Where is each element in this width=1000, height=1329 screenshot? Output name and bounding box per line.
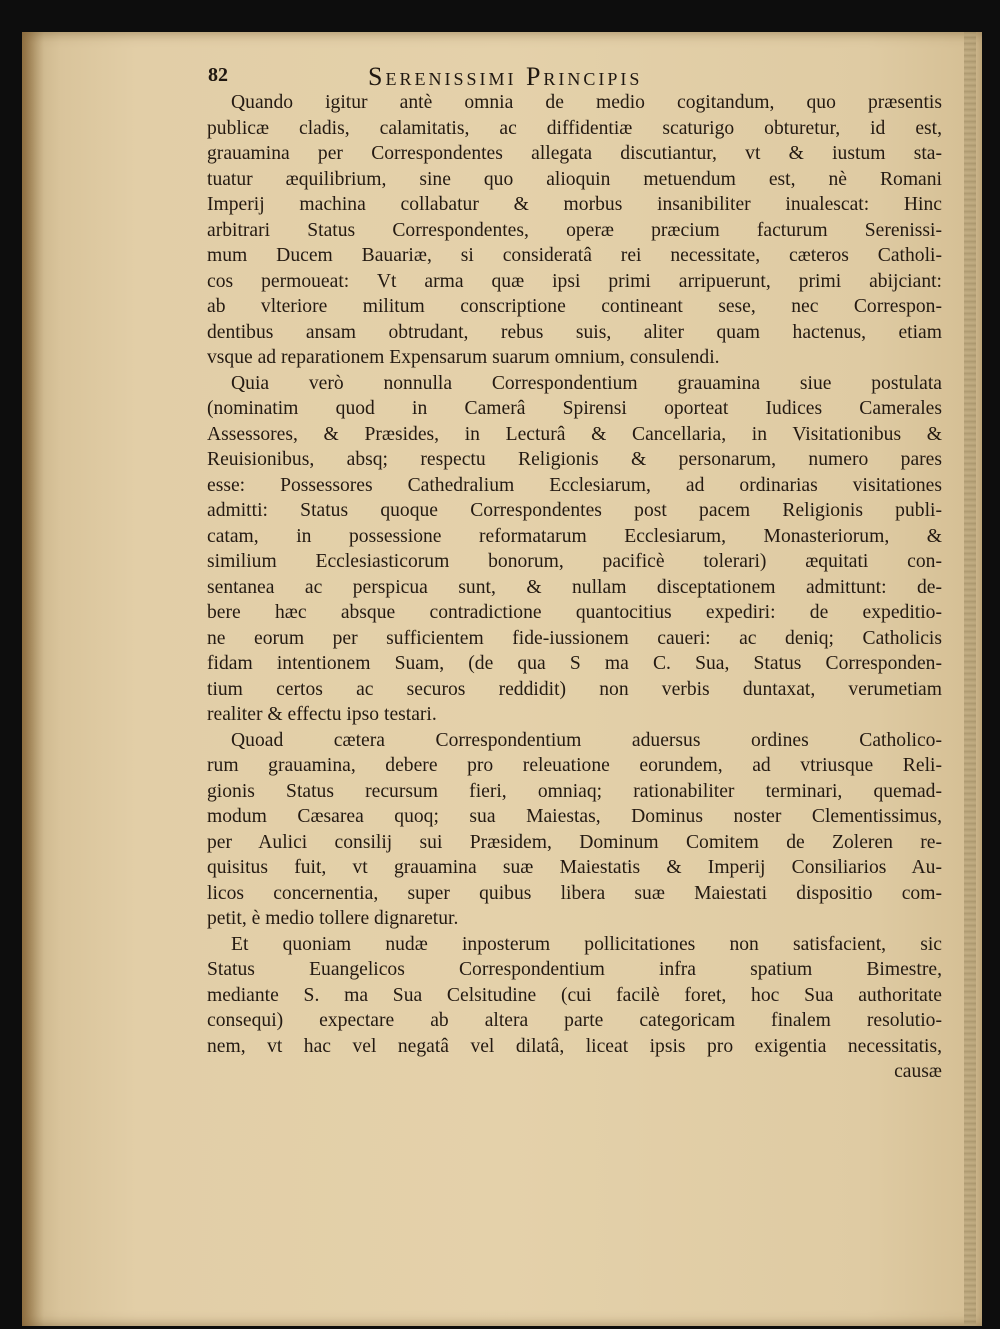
text-line: per Aulici consilij sui Præsidem, Dominum Comitem de Zoleren re- <box>207 831 942 853</box>
text-line: rum grauamina, debere pro releuatione eorundem, ad vtriusque Reli- <box>207 755 942 776</box>
text-line: licos concernentia, super quibus libera suæ Maiestati dispositio com- <box>207 882 942 904</box>
text-line: modum Cæsarea quoq; sua Maiestas, Dominus noster Clementissimus, <box>207 806 942 827</box>
running-title: Serenissimi Principis <box>368 62 643 91</box>
text-line: catam, in possessione reformatarum Ecclesiarum, Monasteriorum, & <box>207 525 942 547</box>
page-edge-binding <box>964 32 976 1326</box>
text-line: gionis Status recursum fieri, omniaq; rationabiliter terminari, quemad- <box>207 780 942 802</box>
text-line: petit, è medio tollere dignaretur. <box>207 908 459 929</box>
text-line: mum Ducem Bauariæ, si consideratâ rei necessitate, cæteros Catholi- <box>207 245 942 266</box>
text-line: (nominatim quod in Camerâ Spirensi oporteat Iudices Camerales <box>207 398 942 419</box>
text-line: cos permoueat: Vt arma quæ ipsi primi arripuerunt, primi abijciant: <box>207 270 942 292</box>
text-line: tuatur æquilibrium, sine quo alioquin metuendum est, nè Romani <box>207 168 942 190</box>
catchword: causæ <box>894 1061 942 1082</box>
paragraph <box>207 728 942 932</box>
book-page <box>22 32 982 1326</box>
text-line: vsque ad reparationem Expensarum suarum omnium, consulendi. <box>207 347 720 368</box>
text-block <box>207 90 942 1085</box>
text-line: fidam intentionem Suam, (de qua S ma C. Sua, Status Corresponden- <box>207 653 942 674</box>
text-line: consequi) expectare ab altera parte categoricam finalem resolutio- <box>207 1010 942 1031</box>
paragraph <box>207 932 942 1060</box>
text-line: esse: Possessores Cathedralium Ecclesiarum, ad ordinarias visitationes <box>207 474 942 496</box>
text-line: Quia verò nonnulla Correspondentium grauamina siue postulata <box>231 372 942 394</box>
text-line: sentanea ac perspicua sunt, & nullam disceptationem admittunt: de- <box>207 576 942 598</box>
text-line: bere hæc absque contradictione quantocitius expediri: de expeditio- <box>207 602 942 623</box>
text-line: quisitus fuit, vt grauamina suæ Maiestatis & Imperij Consiliarios Au- <box>207 857 942 878</box>
text-line: nem, vt hac vel negatâ vel dilatâ, liceat ipsis pro exigentia necessitatis, <box>207 1035 942 1057</box>
text-line: ne eorum per sufficientem fide-iussionem caueri: ac deniq; Catholicis <box>207 627 942 649</box>
page-number: 82 <box>208 64 228 86</box>
text-line: grauamina per Correspondentes allegata discutiantur, vt & iustum sta- <box>207 143 942 164</box>
text-line: similium Ecclesiasticorum bonorum, pacificè tolerari) æquitati con- <box>207 551 942 572</box>
text-line: Assessores, & Præsides, in Lecturâ & Cancellaria, in Visitationibus & <box>207 423 942 445</box>
paragraph <box>207 371 942 728</box>
text-line: ab vlteriore militum conscriptione contineant sese, nec Correspon- <box>207 296 942 317</box>
text-line: realiter & effectu ipso testari. <box>207 704 437 725</box>
text-line: Status Euangelicos Correspondentium infra spatium Bimestre, <box>207 959 942 980</box>
text-line: Quoad cætera Correspondentium aduersus ordines Catholico- <box>231 729 942 751</box>
text-line: publicæ cladis, calamitatis, ac diffidentiæ scaturigo obturetur, id est, <box>207 117 942 139</box>
text-line: Imperij machina collabatur & morbus insanibiliter inualescat: Hinc <box>207 194 942 215</box>
text-line: arbitrari Status Correspondentes, operæ præcium facturum Serenissi- <box>207 219 942 241</box>
text-line: dentibus ansam obtrudant, rebus suis, aliter quam hactenus, etiam <box>207 321 942 343</box>
text-line: Reuisionibus, absq; respectu Religionis & personarum, numero pares <box>207 449 942 470</box>
text-line: tium certos ac securos reddidit) non verbis duntaxat, verumetiam <box>207 678 942 700</box>
paragraph <box>207 90 942 371</box>
text-line: Et quoniam nudæ inposterum pollicitationes non satisfacient, sic <box>231 933 942 955</box>
text-line: Quando igitur antè omnia de medio cogitandum, quo præsentis <box>231 92 942 113</box>
text-line: mediante S. ma Sua Celsitudine (cui facilè foret, hoc Sua authoritate <box>207 984 942 1006</box>
text-line: admitti: Status quoque Correspondentes post pacem Religionis publi- <box>207 500 942 521</box>
